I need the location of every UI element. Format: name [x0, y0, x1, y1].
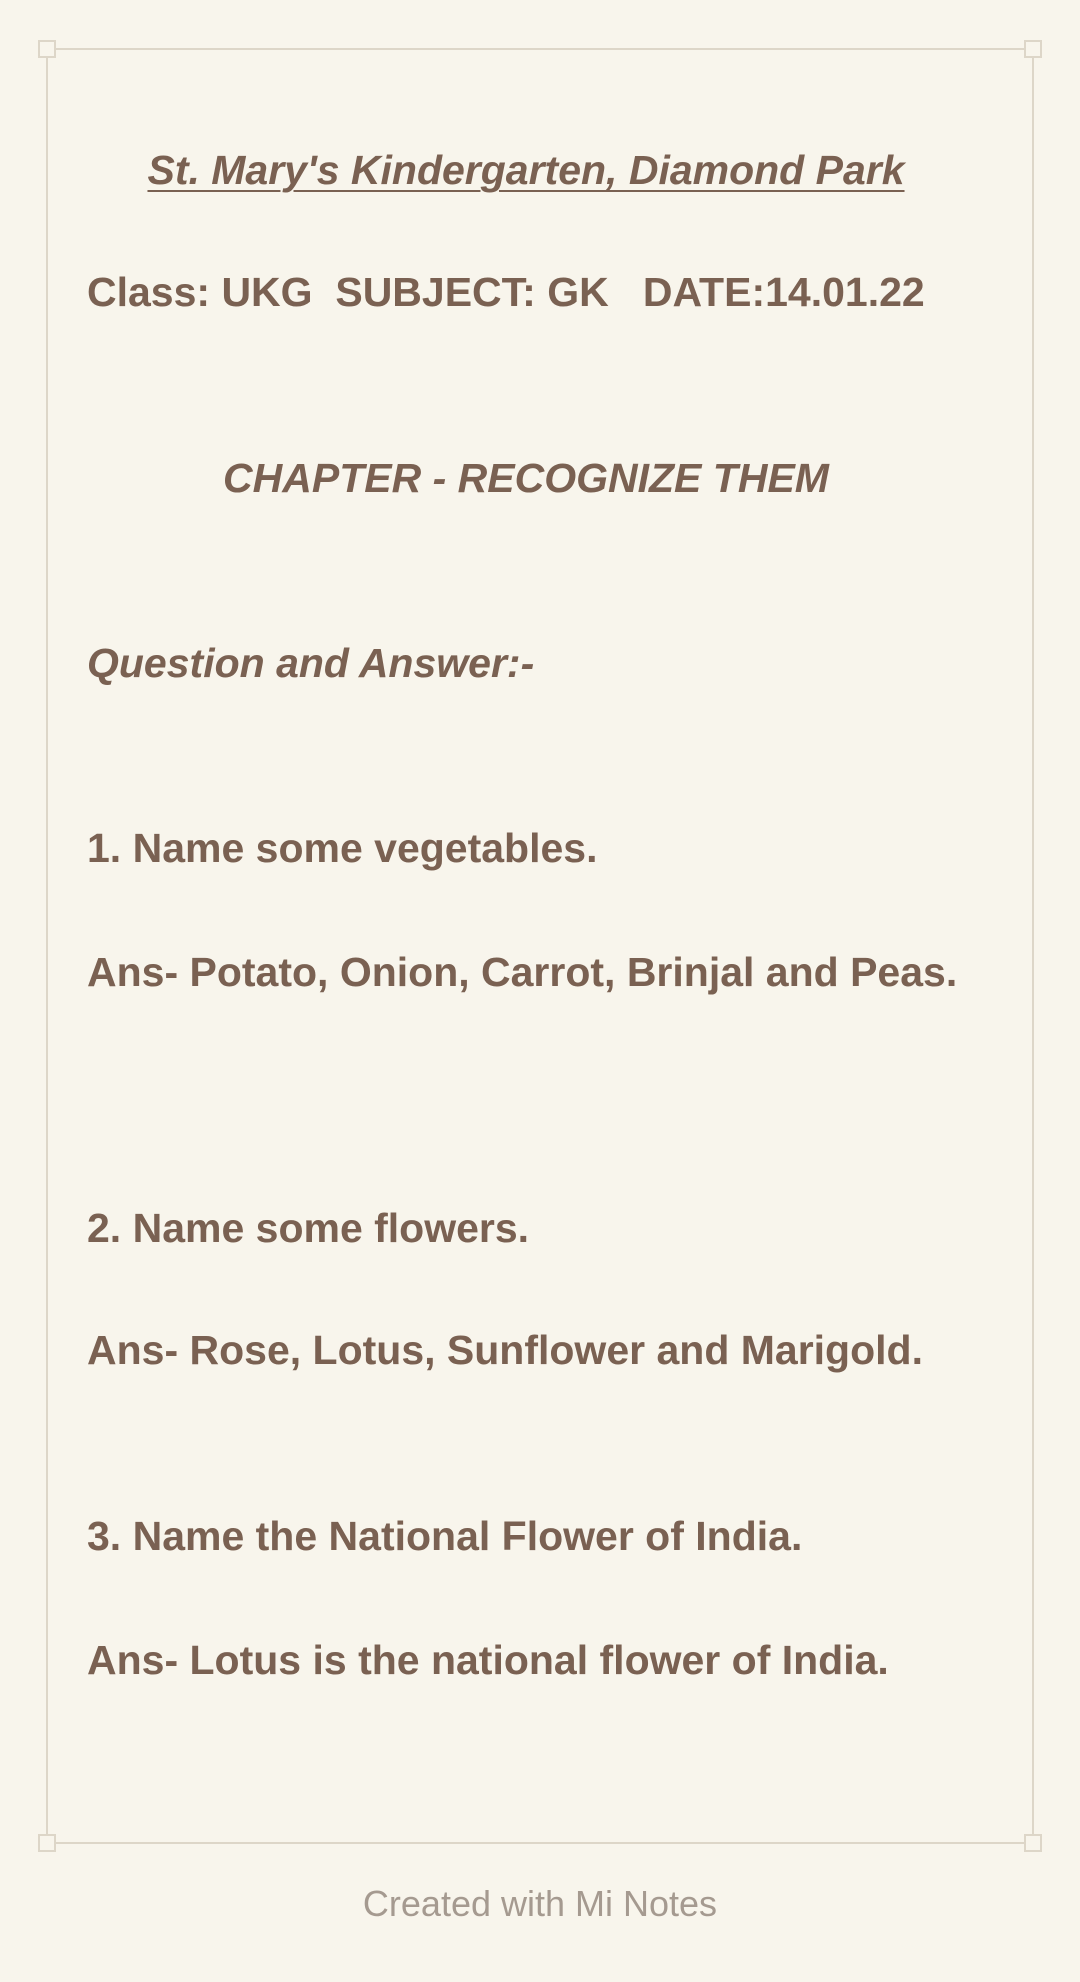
section-heading: Question and Answer:-: [87, 640, 535, 686]
chapter-title: CHAPTER - RECOGNIZE THEM: [223, 455, 829, 501]
frame-corner: [38, 40, 56, 58]
question-2: 2. Name some flowers.: [87, 1205, 530, 1251]
answer-2: Ans- Rose, Lotus, Sunflower and Marigold.: [87, 1327, 923, 1373]
frame-corner: [1024, 1834, 1042, 1852]
created-with-footer: Created with Mi Notes: [362, 1883, 718, 1924]
answer-1: Ans- Potato, Onion, Carrot, Brinjal and Peas.: [87, 949, 958, 995]
question-3: 3. Name the National Flower of India.: [87, 1513, 803, 1559]
school-title: St. Mary's Kindergarten, Diamond Park: [147, 147, 905, 193]
question-1: 1. Name some vegetables.: [87, 825, 598, 871]
answer-3: Ans- Lotus is the national flower of India.: [87, 1637, 889, 1683]
class-subject-date: Class: UKG SUBJECT: GK DATE:14.01.22: [87, 269, 925, 315]
frame-corner: [38, 1834, 56, 1852]
frame-corner: [1024, 40, 1042, 58]
